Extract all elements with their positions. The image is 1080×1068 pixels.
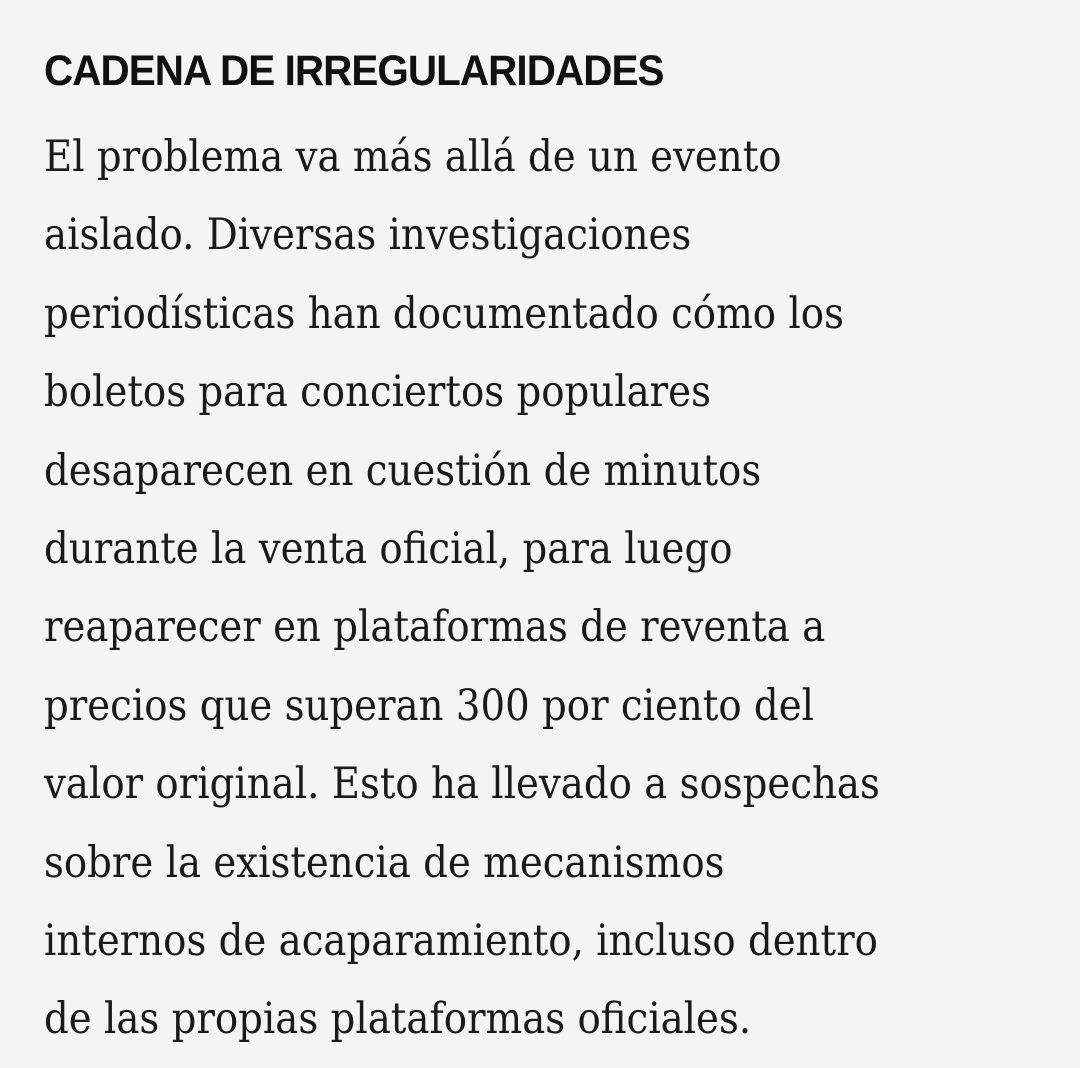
paragraph-line: valor original. Esto ha llevado a sospechas (44, 759, 880, 810)
section-heading: CADENA DE IRREGULARIDADES (44, 47, 664, 95)
paragraph-line: reaparecer en plataformas de reventa a (44, 602, 826, 653)
paragraph-line: desaparecen en cuestión de minutos (44, 445, 762, 496)
paragraph-line: de las propias plataformas oficiales. (44, 994, 752, 1045)
paragraph-line: boletos para conciertos populares (44, 367, 711, 418)
paragraph-line: El problema va más allá de un evento (44, 132, 782, 182)
article-paragraph (44, 118, 1054, 1059)
paragraph-line: sobre la existencia de mecanismos (44, 837, 725, 888)
paragraph-line: precios que superan 300 por ciento del (44, 680, 814, 731)
paragraph-line: periodísticas han documentado cómo los (44, 288, 844, 339)
paragraph-line: aislado. Diversas investigaciones (44, 210, 692, 261)
article-section (44, 42, 1054, 1059)
paragraph-line: durante la venta oficial, para luego (44, 524, 733, 575)
paragraph-line: internos de acaparamiento, incluso dentro (44, 916, 878, 967)
